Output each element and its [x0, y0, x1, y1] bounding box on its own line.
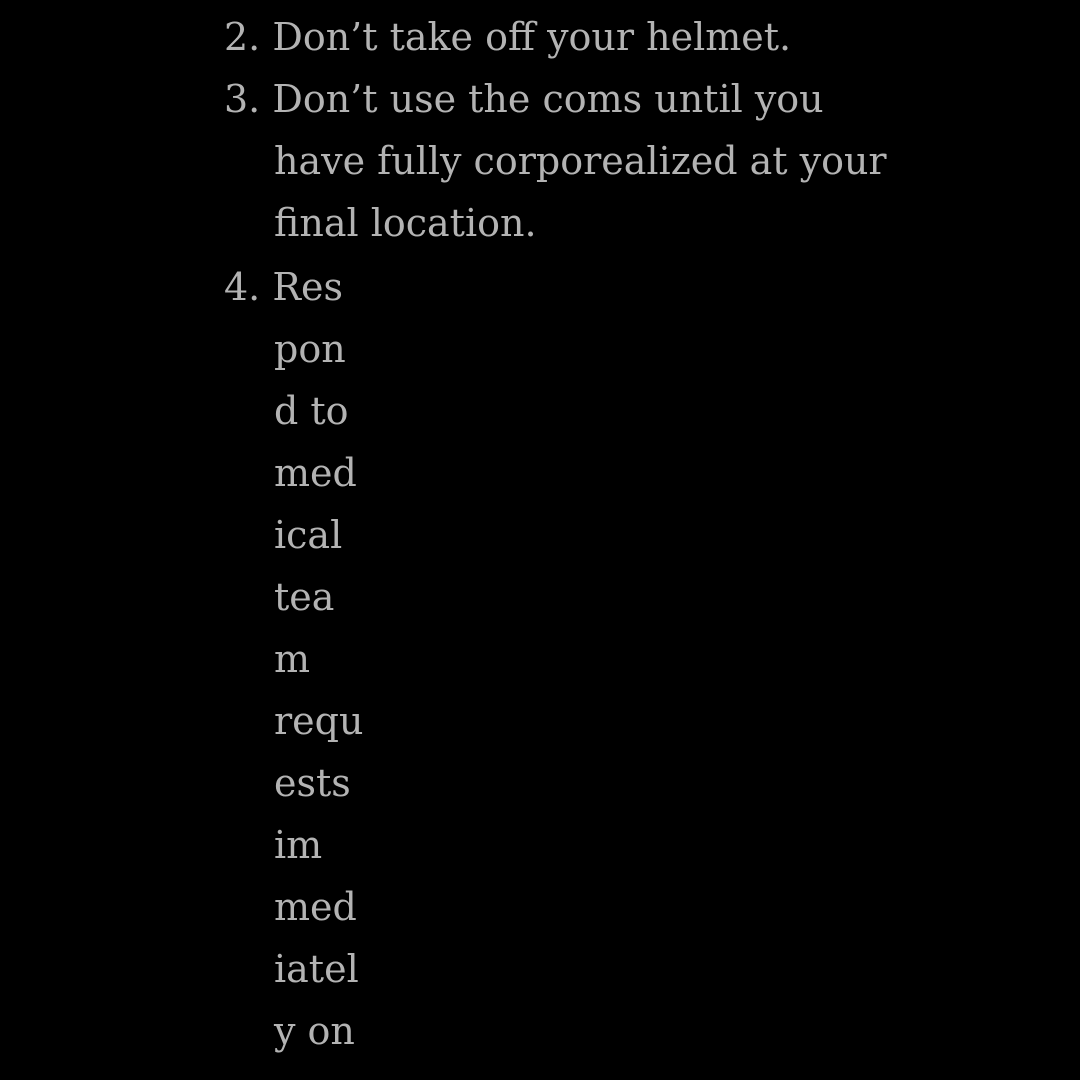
list-item-2: [224, 15, 792, 59]
list-text-fragment: im: [274, 823, 323, 867]
list-text-fragment: tea: [274, 575, 335, 619]
list-text-fragment: pon: [274, 327, 346, 371]
list-text-continuation: have fully corporealized at your: [274, 139, 887, 183]
list-text: Don’t use the coms until you: [272, 77, 824, 121]
list-text-fragment: y on: [274, 1009, 355, 1053]
list-text: Don’t take off your helmet.: [272, 15, 792, 59]
list-number: 3.: [224, 77, 261, 121]
list-text-fragment: ests: [274, 761, 351, 805]
list-text-fragment: iatel: [274, 947, 359, 991]
list-text-fragment: med: [274, 885, 357, 929]
list-text-fragment: m: [274, 637, 311, 681]
list-text-fragment: med: [274, 451, 357, 495]
list-number: 4.: [224, 265, 261, 309]
list-item-3: [224, 77, 824, 121]
list-number: 2.: [224, 15, 261, 59]
list-text-continuation: final location.: [274, 201, 537, 245]
list-text-fragment: d to: [274, 389, 349, 433]
list-text-fragment: ical: [274, 513, 343, 557]
list-text-fragment: requ: [274, 699, 364, 743]
list-text: Res: [272, 265, 343, 309]
list-item-4: [224, 265, 343, 309]
